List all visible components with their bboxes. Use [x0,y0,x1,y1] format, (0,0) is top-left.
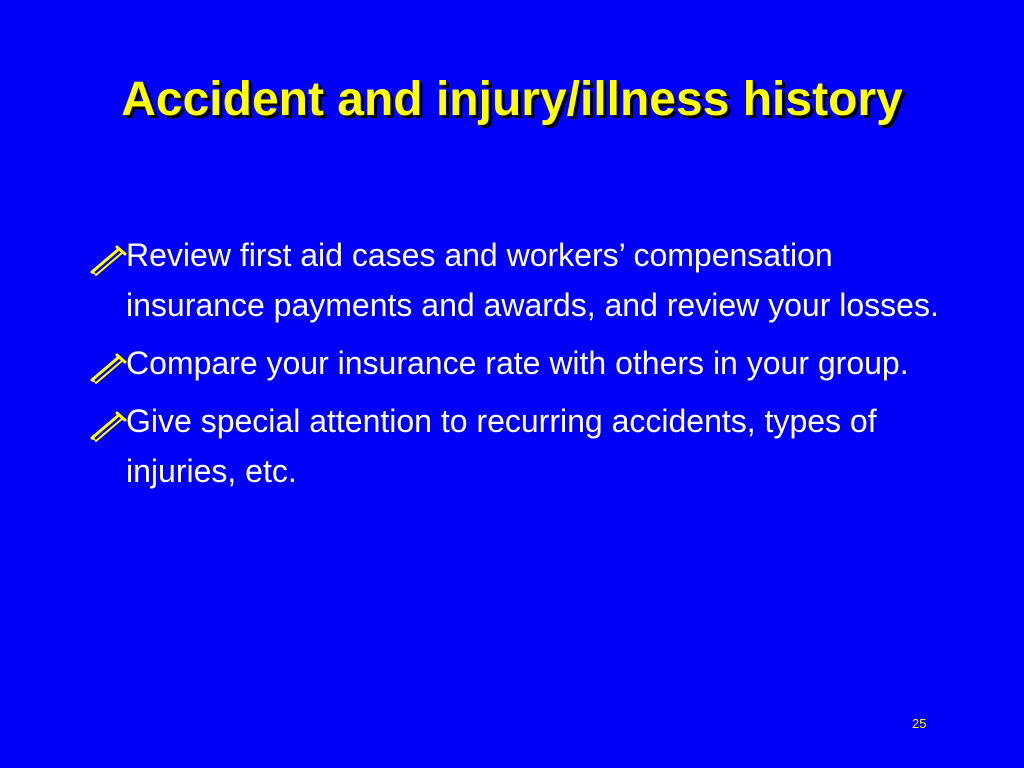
bullet-text: Review first aid cases and workers’ compensation insurance payments and awards, and review your losses. [126,237,939,323]
bullet-text: Give special attention to recurring accidents, types of injuries, etc. [126,403,877,489]
page-number: 25 [912,716,927,731]
bullet-list [86,230,946,504]
pencil-icon [88,348,128,380]
bullet-text: Compare your insurance rate with others in your group. [126,345,909,381]
pencil-icon [88,406,128,438]
bullet-item-compare [86,338,946,388]
bullet-item-attention [86,396,946,496]
bullet-item-review [86,230,946,330]
pencil-icon [88,240,128,272]
slide-title: Accident and injury/illness history [121,73,903,126]
